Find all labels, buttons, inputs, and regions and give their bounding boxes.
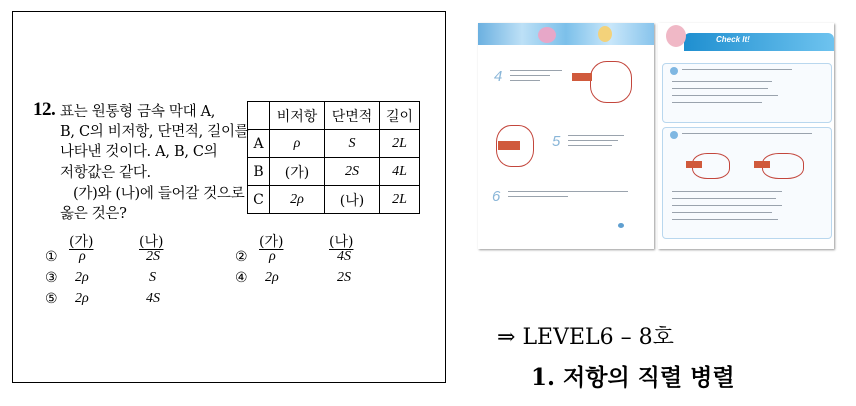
question-line-3: 나타낸 것이다. A, B, C의 (60, 144, 218, 160)
question-box (12, 11, 446, 383)
step-number-5: 5 (552, 133, 561, 150)
exercise-panel-2 (662, 127, 832, 239)
text-line (672, 95, 778, 96)
choice-3-na: S (149, 270, 156, 285)
battery-icon (498, 141, 520, 150)
choice-5-ga: 2ρ (75, 291, 89, 306)
choice-5-number[interactable]: ⑤ (45, 291, 58, 307)
cell-a-resistivity: ρ (270, 130, 325, 158)
step-number-4: 4 (494, 68, 503, 85)
choice-header-na-left: (나) (139, 234, 164, 250)
check-it-label: Check It! (716, 35, 750, 44)
right-arrow-icon: ⇒ (497, 325, 516, 350)
question-line-6: 옳은 것은? (60, 206, 127, 222)
text-line (568, 140, 618, 141)
table-header-row (248, 102, 420, 130)
textbook-spread (478, 23, 834, 249)
header-resistivity: 비저항 (270, 102, 325, 130)
question-line-4: 저항값은 같다. (60, 165, 151, 181)
choice-4-ga: 2ρ (265, 270, 279, 285)
row-label-c: C (248, 186, 270, 214)
table-corner-cell (248, 102, 270, 130)
choice-2-ga: ρ (269, 249, 276, 264)
text-line (682, 69, 792, 70)
bullet-icon (670, 131, 678, 139)
table-row (248, 130, 420, 158)
choice-4-number[interactable]: ④ (235, 270, 248, 286)
choice-1-na: 2S (146, 249, 160, 264)
question-line-2: B, C의 비저항, 단면적, 길이를 (60, 124, 249, 140)
question-line-1: 표는 원통형 금속 막대 A, (60, 104, 216, 120)
text-line (510, 80, 540, 81)
text-line (510, 70, 562, 71)
header-length: 길이 (380, 102, 420, 130)
level-caption (497, 320, 674, 351)
choice-2-na: 4S (337, 249, 351, 264)
text-line (672, 81, 772, 82)
exercise-panel-1 (662, 63, 832, 123)
choice-2-number[interactable]: ② (235, 249, 248, 265)
choice-1-number[interactable]: ① (45, 249, 58, 265)
text-line (672, 191, 782, 192)
cell-a-area: S (325, 130, 380, 158)
choice-1-ga: ρ (79, 249, 86, 264)
text-line (508, 196, 568, 197)
text-line (672, 102, 762, 103)
circuit-wire (590, 61, 632, 103)
table-row (248, 158, 420, 186)
cell-b-area: 2S (325, 158, 380, 186)
bullet-icon (670, 67, 678, 75)
choice-header-ga-right: (가) (259, 234, 284, 250)
character-illustration-icon (598, 26, 612, 42)
battery-icon (572, 73, 592, 81)
text-line (672, 198, 776, 199)
choice-5-na: 4S (146, 291, 160, 306)
text-line (568, 135, 624, 136)
question-line-5: (가)와 (나)에 들어갈 것으로 (73, 186, 245, 202)
choice-header-ga-left: (가) (69, 234, 94, 250)
right-page (658, 23, 834, 249)
page-marker-icon (618, 223, 624, 228)
battery-icon (686, 161, 702, 168)
topic-caption: 1. 저항의 직렬 병렬 (531, 364, 735, 391)
row-label-b: B (248, 158, 270, 186)
cell-b-length: 4L (380, 158, 420, 186)
text-line (672, 212, 772, 213)
cell-a-length: 2L (380, 130, 420, 158)
table-row (248, 186, 420, 214)
check-it-tab (684, 33, 834, 51)
choice-header-na-right: (나) (329, 234, 354, 250)
character-illustration-icon (538, 27, 556, 43)
character-illustration-icon (666, 25, 686, 47)
battery-icon (754, 161, 770, 168)
header-area: 단면적 (325, 102, 380, 130)
text-line (510, 75, 550, 76)
property-table (247, 101, 420, 214)
choice-3-number[interactable]: ③ (45, 270, 58, 286)
cell-c-area: (나) (325, 186, 380, 214)
text-line (672, 88, 768, 89)
question-number: 12. (33, 99, 56, 120)
text-line (568, 145, 612, 146)
left-page-banner (478, 23, 654, 45)
cell-c-length: 2L (380, 186, 420, 214)
text-line (682, 133, 812, 134)
choice-3-ga: 2ρ (75, 270, 89, 285)
text-line (672, 219, 778, 220)
cell-c-resistivity: 2ρ (270, 186, 325, 214)
choice-4-na: 2S (337, 270, 351, 285)
cell-b-resistivity: (가) (270, 158, 325, 186)
level-label: LEVEL6 – 8호 (522, 325, 674, 350)
row-label-a: A (248, 130, 270, 158)
left-page (478, 23, 654, 249)
text-line (672, 205, 782, 206)
step-number-6: 6 (492, 188, 501, 205)
text-line (508, 191, 628, 192)
